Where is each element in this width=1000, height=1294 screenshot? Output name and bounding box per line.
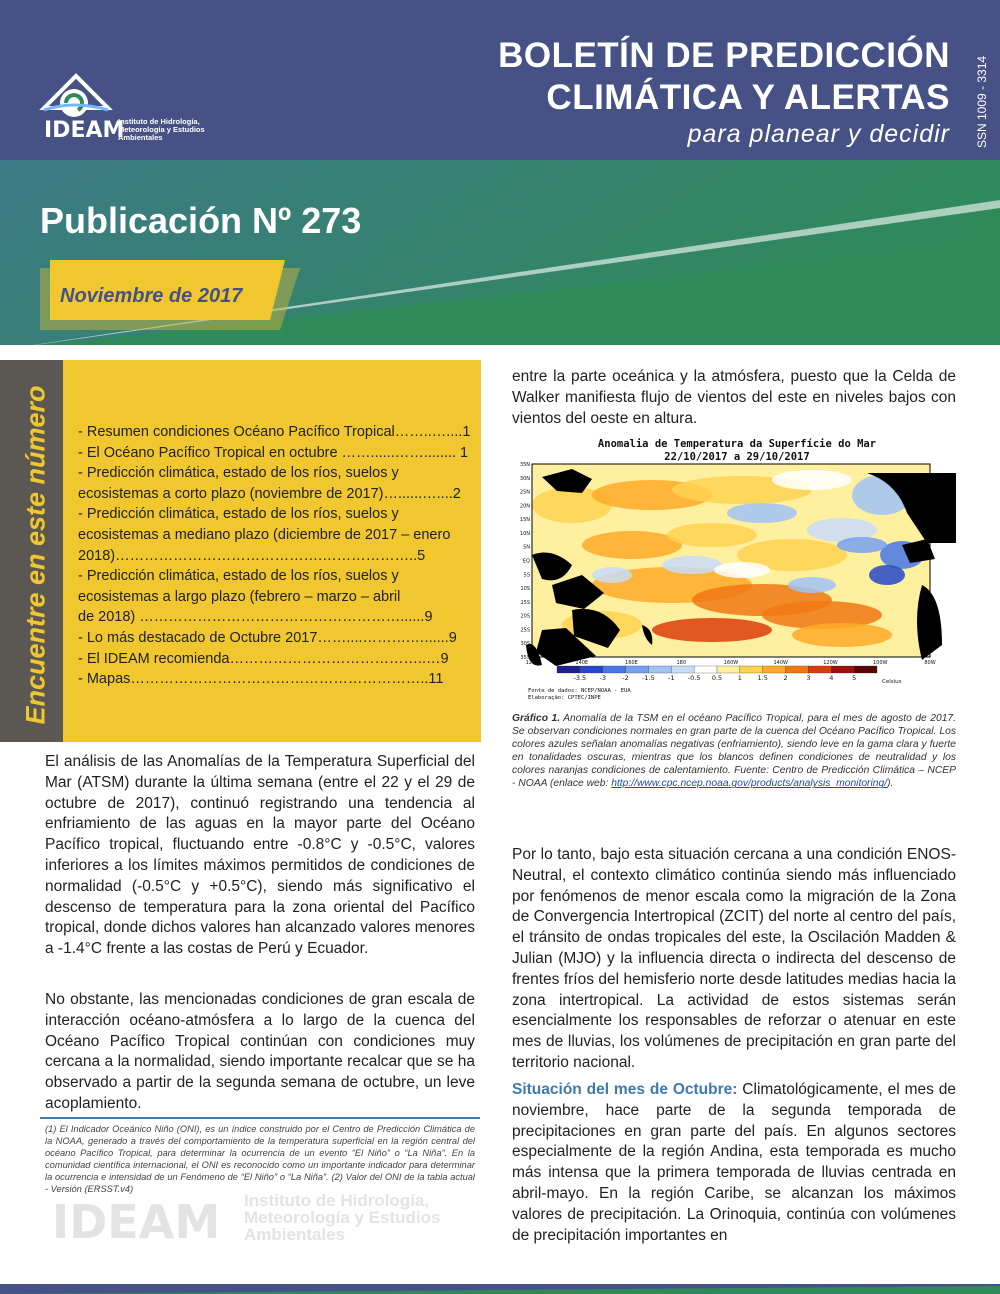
lat-label: 25S: [520, 627, 530, 634]
scale-swatch: [717, 666, 740, 673]
footnote: (1) El Indicador Oceánico Niño (ONI), es un índice construido por el Centro de Predicción Climática de la NOAA, generado a través del comportamiento de la temperatura superficial en la región central del océano Pacífico Tropical, para determinar la ocurrencia de un evento “El Niño” o “La Niña”. En la comunidad científica internacional, el ONI es reconocido como un importante indicador para determinar la ocurrencia e intensidad de un Fenómeno de “El Niño” o “La Niña”. (2) Valor del ONI de la tabla actual - Versión (ERSST.v4): [45, 1124, 475, 1194]
scale-swatch: [626, 666, 649, 673]
lon-label: 140W: [773, 660, 788, 666]
anomaly-blob: [592, 567, 632, 583]
footnote-rule: [40, 1117, 480, 1119]
anomaly-blob: [652, 618, 772, 642]
lat-label: 30N: [519, 475, 530, 482]
toc-item[interactable]: - El IDEAM recomienda…………………………………..…9: [78, 650, 449, 667]
anomaly-blob: [869, 565, 905, 585]
lat-label: 20S: [520, 613, 530, 620]
scale-swatch: [603, 666, 626, 673]
lat-label: 25N: [519, 489, 530, 496]
scale-label: -2: [622, 674, 629, 682]
toc-list: [78, 422, 473, 690]
bulletin-subtitle: para planear y decidir: [687, 120, 950, 148]
lon-label: 80W: [924, 660, 936, 666]
lat-label: 35S: [520, 655, 530, 661]
map-title-line1: Anomalia de Temperatura da Superfície do Mar: [597, 438, 877, 450]
body-paragraph: Por lo tanto, bajo esta situación cercana a una condición ENOS-Neutral, el contexto climático continúa siendo más influenciado por fenómenos de menor escala como la migración de la Zona de Convergencia Intertropical (ZCIT) del norte al centro del país, el tránsito de ondas tropicales del este, la Oscilación Madden & Julian (MJO) y la influencia directa o indirecta del descenso de frentes fríos del hemisferio norte desde latitudes medias hacia la zona intertropical. La actividad de estos sistemas serán esencialmente los responsables de reforzar o atenuar en este mes de lluvias, los volúmenes de precipitación en gran parte del territorio nacional.: [512, 846, 956, 1071]
scale-swatch: [671, 666, 694, 673]
scale-unit: Celsius: [882, 679, 902, 685]
anomaly-blob: [582, 531, 682, 559]
lon-label: 120E: [525, 660, 539, 666]
lat-label: EQ: [522, 558, 530, 565]
logo-subtext: Instituto de Hidrología, Meteorología y Estudios Ambientales: [118, 117, 205, 142]
caption-link[interactable]: http://www.cpc.ncep.noaa.gov/products/analysis_monitoring/: [611, 778, 888, 790]
lon-label: 140E: [575, 660, 589, 666]
lat-label: 15S: [520, 599, 530, 606]
scale-label: 4: [829, 674, 834, 682]
issn-label: SSN 1009 - 3314: [975, 55, 989, 148]
map-source-line2: Elaboração: CPTEC/INPE: [528, 695, 601, 701]
scale-swatch: [580, 666, 603, 673]
lon-label: 160E: [625, 660, 638, 666]
scale-label: 1.5: [757, 674, 768, 682]
lat-label: 10N: [519, 530, 530, 537]
logo-text: IDEAM: [44, 118, 125, 143]
lon-label: 100W: [873, 660, 888, 666]
publication-number: Publicación Nº 273: [40, 200, 362, 241]
body-paragraph: [512, 1080, 956, 1246]
anomaly-blob: [667, 523, 757, 547]
scale-swatch: [808, 666, 831, 673]
latitude-ticks: [520, 462, 530, 661]
scale-label: 1: [737, 674, 742, 682]
anomaly-blob: [662, 556, 722, 574]
anomaly-blob: [772, 470, 852, 490]
section-text: Climatológicamente, el mes de noviembre, hace parte de la segunda temporada de precipitaciones en gran parte del país. En algunos sectores especialmente de la región Andina, esta temporada es mucho más intensa que la primera temporada de lluvias centrada en abril-mayo. En la región Caribe, se alcanzan los máximos valores de precipitación. La Orinoquia, continúa con volúmenes de precipitación importantes en: [512, 1081, 956, 1244]
lat-label: 35N: [519, 462, 530, 468]
anomaly-blob: [714, 562, 770, 578]
lat-label: 15N: [519, 517, 530, 524]
lat-label: 5N: [523, 544, 530, 551]
scale-swatch: [557, 666, 580, 673]
map-title-line2: 22/10/2017 a 29/10/2017: [664, 451, 810, 463]
toc-item[interactable]: - Predicción climática, estado de los ríos, suelos y ecosistemas a corto plazo (noviembre de 2017)…......…....2: [78, 465, 461, 502]
body-paragraph: No obstante, las mencionadas condiciones de gran escala de interacción océano-atmósfera a lo largo de la cuenca del Océano Pacífico Tropical continúan con condiciones muy cercana a la normalidad, siendo importante recalcar que se ha observado a partir de la segunda semana de octubre, un leve acoplamiento.: [45, 991, 475, 1112]
lon-label: 160W: [723, 660, 739, 666]
body-paragraph: El análisis de las Anomalías de la Temperatura Superficial del Mar (ATSM) durante la última semana (entre el 22 y el 29 de octubre de 2017), continuó registrando una tendencia al enfriamiento de las aguas en la mayor parte del Océano Pacífico tropical, fluctuando entre -0.8°C y -0.5°C, valores inferiores a los límites máximos permitidos de condiciones de normalidad (-0.5°C y +0.5°C), siendo más significativo el descenso de temperatura para la zona oriental del Pacífico tropical, donde dichos valores han alcanzado valores menores a -1.4°C frente a las costas de Perú y Ecuador.: [45, 753, 475, 958]
scale-swatch: [763, 666, 786, 673]
body-paragraph: entre la parte oceánica y la atmósfera, puesto que la Celda de Walker manifiesta flujo de vientos del este en niveles bajos con vientos del oeste en altura.: [512, 368, 956, 427]
caption-lead: Gráfico 1.: [512, 713, 561, 724]
lon-label: 180: [676, 660, 687, 666]
lat-label: 5S: [523, 572, 530, 579]
toc-item[interactable]: - El Océano Pacífico Tropical en octubre ……......……........ 1: [78, 444, 469, 461]
toc-item[interactable]: - Predicción climática, estado de los ríos, suelos y ecosistemas a mediano plazo (diciembre de 2017 – enero 2018)…………………………………….………………..5: [78, 506, 451, 564]
section-lead: Situación del mes de Octubre:: [512, 1081, 738, 1098]
color-scale: [557, 666, 877, 682]
caption-end: ).: [887, 778, 894, 790]
lat-label: 10S: [520, 586, 530, 593]
toc-heading: Encuentre en este número: [20, 385, 51, 725]
map-source-line1: Fonte de dados: NCEP/NOAA - EUA: [528, 688, 631, 694]
scale-label: -1.5: [642, 674, 655, 682]
scale-swatch: [786, 666, 809, 673]
anomaly-blob: [727, 503, 797, 523]
toc-item[interactable]: - Mapas……………………………………………………..11: [78, 671, 444, 688]
watermark-name: Instituto de Hidrología, Meteorología y Estudios Ambientales: [244, 1191, 441, 1244]
lat-label: 30S: [520, 641, 530, 648]
toc-item[interactable]: - Predicción climática, estado de los ríos, suelos y ecosistemas a largo plazo (febrero – marzo – abril de 2018) ………………………………………………......9: [78, 568, 433, 626]
caption-text: Anomalía de la TSM en el océano Pacífico Tropical, para el mes de agosto de 2017. Se observan condiciones normales en gran parte de la cuenca del Océano Pacífico Tropical. Los colores azules señalan anomalías negativas (enfriamiento), siendo leve en la gama clara y fuerte en tonalidades oscuras, mientras que los blancos definen condiciones de neutralidad y los colores naranjas condiciones de calentamiento. Fuente: Centro de Predicción Climática – NCEP - NOAA (enlace web:: [512, 713, 957, 790]
bulletin-title-line2: CLIMÁTICA Y ALERTAS: [546, 78, 950, 117]
sst-anomaly-map: [512, 435, 956, 708]
scale-label: 5: [852, 674, 857, 682]
anomaly-blob: [788, 577, 836, 593]
bottom-band: [0, 1284, 1000, 1294]
toc-item[interactable]: - Lo más destacado de Octubre 2017……....……….…......9: [78, 629, 457, 646]
scale-swatch: [831, 666, 854, 673]
publication-date: Noviembre de 2017: [60, 285, 243, 307]
scale-label: 3: [806, 674, 811, 682]
scale-swatch: [694, 666, 717, 673]
lon-label: 120W: [823, 660, 838, 666]
bulletin-title-line1: BOLETÍN DE PREDICCIÓN: [498, 36, 950, 75]
longitude-ticks: [526, 660, 936, 666]
scale-label: -3.5: [573, 674, 587, 682]
scale-label: 2: [783, 674, 788, 682]
scale-swatch: [648, 666, 671, 673]
anomaly-blob: [837, 537, 887, 553]
watermark-logo: IDEAM: [52, 1195, 221, 1249]
scale-label: -0.5: [687, 674, 701, 682]
scale-label: -1: [668, 674, 675, 682]
scale-label: 0.5: [711, 674, 723, 682]
scale-swatch: [854, 666, 877, 673]
anomaly-blob: [792, 623, 892, 647]
scale-label: -3: [599, 674, 606, 682]
toc-item[interactable]: - Resumen condiciones Océano Pacífico Tropical……..…....1: [78, 424, 471, 440]
scale-swatch: [740, 666, 763, 673]
publication-band: [0, 160, 1000, 350]
lat-label: 20N: [519, 503, 530, 510]
figure-caption: [512, 712, 956, 791]
